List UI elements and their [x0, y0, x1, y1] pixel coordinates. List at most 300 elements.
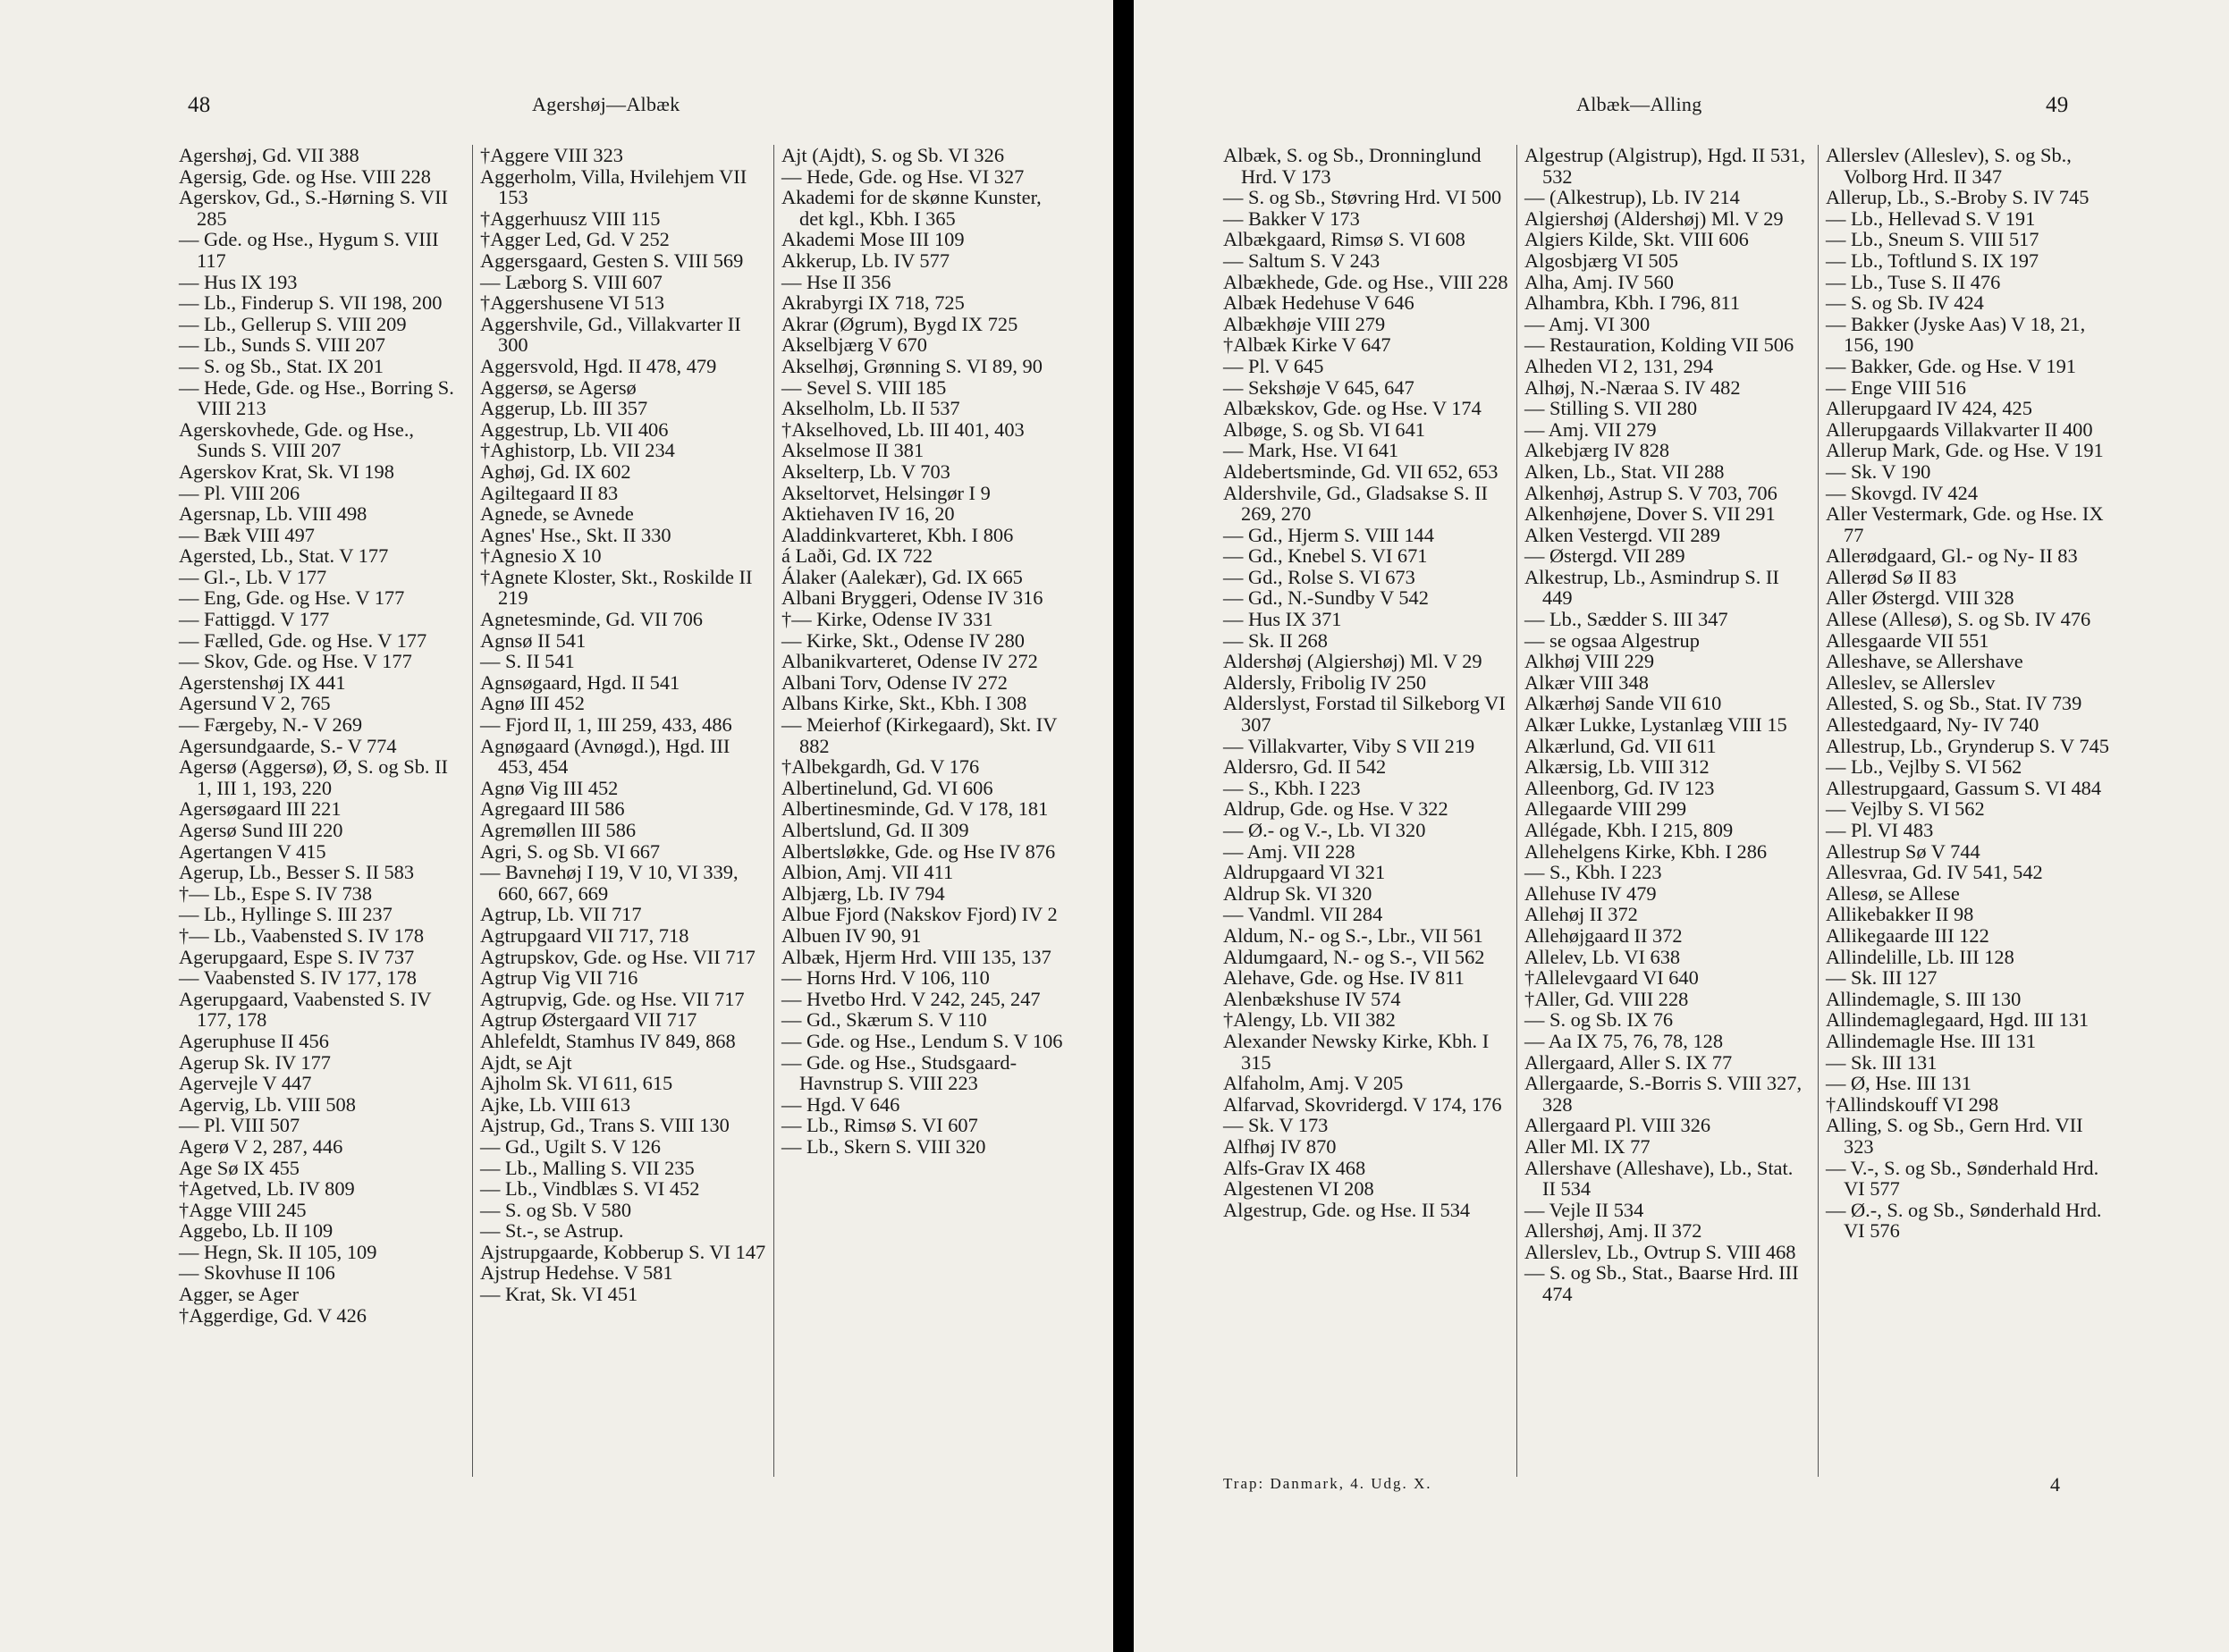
index-entry: Alexander Newsky Kirke, Kbh. I 315 — [1223, 1029, 1490, 1074]
index-entry: Alfaholm, Amj. V 205 — [1223, 1072, 1404, 1095]
index-entry: †Agnete Kloster, Skt., Roskilde II 219 — [480, 565, 753, 610]
index-entry: Allerød Sø II 83 — [1826, 565, 1957, 588]
index-entry: Akselmose II 381 — [781, 439, 925, 462]
index-entry: Albion, Amj. VII 411 — [781, 861, 954, 884]
index-entry: Albertsløkke, Gde. og Hse IV 876 — [781, 839, 1056, 863]
index-entry: Akkerup, Lb. IV 577 — [781, 249, 950, 272]
index-entry: Allehøjgaard II 372 — [1524, 923, 1683, 947]
index-entry: Allerupgaard IV 424, 425 — [1826, 397, 2032, 420]
index-entry: — Skovgd. IV 424 — [1826, 481, 1979, 504]
index-entry: — V.-, S. og Sb., Sønderhald Hrd. VI 577 — [1826, 1156, 2099, 1201]
index-entry: Allerupgaards Villakvarter II 400 — [1826, 417, 2093, 441]
index-entry: Akselholm, Lb. II 537 — [781, 397, 960, 420]
index-entry: — se ogsaa Algestrup — [1524, 628, 1700, 652]
index-entry: — Lb., Skern S. VIII 320 — [781, 1134, 986, 1158]
index-entry: Agnede, se Avnede — [480, 502, 634, 526]
index-entry: Alling, S. og Sb., Gern Hrd. VII 323 — [1826, 1114, 2083, 1158]
index-entry: Agerskov, Gd., S.-Hørning S. VII 285 — [179, 186, 449, 230]
index-entry: Aldum, N.- og S.-, Lbr., VII 561 — [1223, 923, 1483, 947]
index-entry: — Bavnehøj I 19, V 10, VI 339, 660, 667, 669 — [480, 861, 739, 905]
index-entry: Aldebertsminde, Gd. VII 652, 653 — [1223, 459, 1499, 483]
column-rule — [1818, 145, 1819, 1477]
index-entry: Alenbækshuse IV 574 — [1223, 987, 1401, 1010]
index-column — [480, 145, 766, 1477]
index-entry: — Bakker, Gde. og Hse. V 191 — [1826, 354, 2076, 377]
index-entry: Alhambra, Kbh. I 796, 811 — [1524, 291, 1741, 315]
index-entry: Agnsø II 541 — [480, 628, 587, 652]
index-entry: †Albekgardh, Gd. V 176 — [781, 755, 980, 779]
index-entry: — Ø.- og V.-, Lb. VI 320 — [1223, 819, 1426, 841]
index-entry: Aldershøj (Algiershøj) Ml. V 29 — [1223, 650, 1482, 673]
index-entry: Aldrup, Gde. og Hse. V 322 — [1223, 797, 1448, 821]
index-entry: †Alengy, Lb. VII 382 — [1223, 1008, 1396, 1032]
index-entry: — Hse II 356 — [781, 270, 891, 293]
index-entry: — Sk. III 127 — [1826, 966, 1938, 990]
index-entry: Allergaard Pl. VIII 326 — [1524, 1114, 1711, 1137]
index-entry: †— Kirke, Odense IV 331 — [781, 608, 993, 631]
index-entry: Alleslev, se Allerslev — [1826, 670, 1996, 694]
index-entry: Agremøllen III 586 — [480, 819, 637, 841]
index-entry: Agerskovhede, Gde. og Hse., Sunds S. VIII 207 — [179, 417, 415, 462]
index-entry: Allégade, Kbh. I 215, 809 — [1524, 819, 1734, 841]
index-entry: — St.-, se Astrup. — [480, 1219, 624, 1243]
index-entry: — Fælled, Gde. og Hse. V 177 — [179, 628, 427, 652]
index-entry: Alkær Lukke, Lystanlæg VIII 15 — [1524, 713, 1787, 737]
index-entry: — Lb., Malling S. VII 235 — [480, 1156, 695, 1179]
index-entry: — Amj. VI 300 — [1524, 312, 1651, 335]
index-entry: — Gd., Hjerm S. VIII 144 — [1223, 523, 1434, 546]
index-entry: — Restauration, Kolding VII 506 — [1524, 333, 1794, 357]
index-entry: Ahlefeldt, Stamhus IV 849, 868 — [480, 1029, 736, 1052]
index-entry: Agtrupgaard VII 717, 718 — [480, 923, 689, 947]
index-columns — [1223, 145, 2112, 1477]
index-entry: Aldumgaard, N.- og S.-, VII 562 — [1223, 945, 1485, 968]
index-column — [1524, 145, 1811, 1477]
index-entry: Alkebjærg IV 828 — [1524, 439, 1670, 462]
index-entry: †Agge VIII 245 — [179, 1198, 307, 1221]
right-page — [1134, 0, 2229, 1652]
index-entry: Aggersø, se Agersø — [480, 375, 637, 399]
index-entry: — Gd., Knebel S. VI 671 — [1223, 544, 1428, 568]
index-entry: — S. II 541 — [480, 650, 575, 673]
index-entry: Agersig, Gde. og Hse. VIII 228 — [179, 164, 431, 188]
index-entry: — Vandml. VII 284 — [1223, 903, 1383, 926]
index-entry: †Aghistorp, Lb. VII 234 — [480, 439, 675, 462]
index-entry: Aggestrup, Lb. VII 406 — [480, 417, 669, 441]
index-column — [781, 145, 1068, 1477]
index-entry: Agersø Sund III 220 — [179, 819, 343, 841]
index-entry: Agri, S. og Sb. VI 667 — [480, 839, 661, 863]
index-entry: Alhøj, N.-Næraa S. IV 482 — [1524, 375, 1741, 399]
index-entry: Allerup Mark, Gde. og Hse. V 191 — [1826, 439, 2104, 462]
index-entry: †Aggere VIII 323 — [480, 144, 624, 166]
index-entry: Agnes' Hse., Skt. II 330 — [480, 523, 671, 546]
index-entry: Aggersgaard, Gesten S. VIII 569 — [480, 249, 744, 272]
index-entry: Allindemaglegaard, Hgd. III 131 — [1826, 1008, 2090, 1032]
index-entry: — Vaabensted S. IV 177, 178 — [179, 966, 417, 990]
index-entry: — Pl. VI 483 — [1826, 819, 1934, 841]
page-number: 48 — [188, 93, 211, 117]
index-entry: Aggerholm, Villa, Hvilehjem VII 153 — [480, 164, 747, 209]
index-entry: Akselbjærg V 670 — [781, 333, 927, 357]
index-entry: Alkhøj VIII 229 — [1524, 650, 1655, 673]
index-entry: Alken Vestergd. VII 289 — [1524, 523, 1720, 546]
running-head: Agershøj—Albæk — [532, 93, 680, 115]
index-entry: — Hgd. V 646 — [781, 1092, 900, 1116]
index-entry: Ajstrup Hedehse. V 581 — [480, 1261, 673, 1285]
column-rule — [472, 145, 473, 1477]
index-entry: Alheden VI 2, 131, 294 — [1524, 354, 1714, 377]
index-entry: Akselhøj, Grønning S. VI 89, 90 — [781, 354, 1043, 377]
index-entry: — S. og Sb., Støvring Hrd. VI 500 — [1223, 186, 1502, 209]
index-entry: Allerødgaard, Gl.- og Ny- II 83 — [1826, 544, 2078, 568]
index-entry: — Saltum S. V 243 — [1223, 249, 1380, 272]
index-entry: Alfs-Grav IX 468 — [1223, 1156, 1366, 1179]
index-entry: — Amj. VII 279 — [1524, 417, 1657, 441]
index-entry: — Færgeby, N.- V 269 — [179, 713, 363, 737]
index-entry: — Sk. III 131 — [1826, 1050, 1938, 1074]
index-entry: — Meierhof (Kirkegaard), Skt. IV 882 — [781, 713, 1057, 757]
index-entry: Aller Ml. IX 77 — [1524, 1134, 1651, 1158]
index-entry: — Gde. og Hse., Hygum S. VIII 117 — [179, 228, 439, 272]
index-entry: Alleshave, se Allershave — [1826, 650, 2023, 673]
index-entry: Aggershvile, Gd., Villakvarter II 300 — [480, 312, 741, 357]
index-entry: Agtrupvig, Gde. og Hse. VII 717 — [480, 987, 745, 1010]
index-entry: Albækskov, Gde. og Hse. V 174 — [1223, 397, 1482, 420]
signature-mark: 4 — [2050, 1473, 2060, 1496]
index-entry: — Aa IX 75, 76, 78, 128 — [1524, 1029, 1724, 1052]
index-entry: — S. og Sb., Stat., Baarse Hrd. III 474 — [1524, 1261, 1799, 1306]
index-entry: — Gd., Rolse S. VI 673 — [1223, 565, 1415, 588]
index-entry: Akrabyrgi IX 718, 725 — [781, 291, 965, 315]
index-entry: — Lb., Finderup S. VII 198, 200 — [179, 291, 443, 315]
index-entry: — Skov, Gde. og Hse. V 177 — [179, 650, 412, 673]
index-entry: Albanikvarteret, Odense IV 272 — [781, 650, 1038, 673]
index-entry: Allershave (Alleshave), Lb., Stat. II 534 — [1524, 1156, 1794, 1201]
index-entry: Algosbjærg VI 505 — [1524, 249, 1679, 272]
index-entry: Allestrupgaard, Gassum S. VI 484 — [1826, 776, 2102, 799]
index-entry: Agnsøgaard, Hgd. II 541 — [480, 670, 680, 694]
index-entry: — S., Kbh. I 223 — [1223, 776, 1361, 799]
index-entry: Aldersro, Gd. II 542 — [1223, 755, 1387, 779]
index-entry: — Gde. og Hse., Lendum S. V 106 — [781, 1029, 1063, 1052]
index-entry: Aldershvile, Gd., Gladsakse S. II 269, 270 — [1223, 481, 1488, 526]
index-entry: Allestrup Sø V 744 — [1826, 839, 1980, 863]
index-entry: — Gl.-, Lb. V 177 — [179, 565, 327, 588]
index-entry: — Lb., Tuse S. II 476 — [1826, 270, 2001, 293]
index-entry: Ajholm Sk. VI 611, 615 — [480, 1072, 673, 1095]
index-column — [1223, 145, 1509, 1477]
index-entry: Aggerup, Lb. III 357 — [480, 397, 648, 420]
index-entry: Alderslyst, Forstad til Silkeborg VI 307 — [1223, 692, 1506, 737]
index-entry: — Ø.-, S. og Sb., Sønderhald Hrd. VI 576 — [1826, 1198, 2102, 1243]
index-entry: Akademi for de skønne Kunster, det kgl., Kbh. I 365 — [781, 186, 1042, 230]
index-entry: Allergaard, Aller S. IX 77 — [1524, 1050, 1733, 1074]
index-entry: Ajt (Ajdt), S. og Sb. VI 326 — [781, 144, 1005, 166]
index-column — [179, 145, 465, 1477]
index-entry: Agersøgaard III 221 — [179, 797, 342, 821]
index-entry: — Krat, Sk. VI 451 — [480, 1283, 638, 1306]
index-entry: †Albæk Kirke V 647 — [1223, 333, 1391, 357]
index-entry: — S. og Sb. IV 424 — [1826, 291, 1984, 315]
index-entry: Alleenborg, Gd. IV 123 — [1524, 776, 1715, 799]
index-entry: Agersundgaarde, S.- V 774 — [179, 734, 397, 757]
index-entry: †Aggerdige, Gd. V 426 — [179, 1303, 367, 1327]
index-entry: Agerø V 2, 287, 446 — [179, 1134, 343, 1158]
index-entry: Allelev, Lb. VI 638 — [1524, 945, 1681, 968]
index-entry: Alken, Lb., Stat. VII 288 — [1524, 459, 1725, 483]
index-entry: Alkenhøj, Astrup S. V 703, 706 — [1524, 481, 1777, 504]
index-entry: — Bakker V 173 — [1223, 206, 1360, 230]
index-entry: Alfarvad, Skovridergd. V 174, 176 — [1223, 1092, 1502, 1116]
index-entry: Agerupgaard, Vaabensted S. IV 177, 178 — [179, 987, 432, 1032]
index-entry: — Hegn, Sk. II 105, 109 — [179, 1240, 377, 1263]
index-entry: — Villakvarter, Viby S VII 219 — [1223, 734, 1475, 757]
left-page — [0, 0, 1113, 1652]
index-entry: — Vejlby S. VI 562 — [1826, 797, 1985, 821]
index-entry: Allergaarde, S.-Borris S. VIII 327, 328 — [1524, 1072, 1803, 1116]
index-entry: Agerskov Krat, Sk. VI 198 — [179, 459, 394, 483]
index-entry: Albertinesminde, Gd. V 178, 181 — [781, 797, 1049, 821]
index-entry: — Gd., Ugilt S. V 126 — [480, 1134, 661, 1158]
index-entry: — Enge VIII 516 — [1826, 375, 1966, 399]
index-entry: Agersund V 2, 765 — [179, 692, 331, 715]
index-entry: Albertslund, Gd. II 309 — [781, 819, 969, 841]
index-entry: — Horns Hrd. V 106, 110 — [781, 966, 990, 990]
index-entry: — Hus IX 371 — [1223, 608, 1342, 631]
index-entry: Alkenhøjene, Dover S. VII 291 — [1524, 502, 1776, 526]
index-entry: — Pl. V 645 — [1223, 354, 1324, 377]
index-entry: — Ø, Hse. III 131 — [1826, 1072, 1971, 1095]
index-entry: †Akselhoved, Lb. III 401, 403 — [781, 417, 1025, 441]
index-entry: Agnø Vig III 452 — [480, 776, 619, 799]
index-entry: Albækhøje VIII 279 — [1223, 312, 1386, 335]
index-entry: — Hvetbo Hrd. V 242, 245, 247 — [781, 987, 1041, 1010]
index-entry: Albertinelund, Gd. VI 606 — [781, 776, 993, 799]
index-entry: — Lb., Toftlund S. IX 197 — [1826, 249, 2039, 272]
index-entry: †Aggerhuusz VIII 115 — [480, 206, 661, 230]
index-entry: Albæk Hedehuse V 646 — [1223, 291, 1414, 315]
index-entry: Akselterp, Lb. V 703 — [781, 459, 950, 483]
index-entry: Agnetesminde, Gd. VII 706 — [480, 608, 703, 631]
index-entry: Agnøgaard (Avnøgd.), Hgd. III 453, 454 — [480, 734, 730, 779]
index-column — [1826, 145, 2112, 1477]
index-entry: Aldrup Sk. VI 320 — [1223, 881, 1372, 905]
index-entry: Alkærsig, Lb. VIII 312 — [1524, 755, 1710, 779]
index-entry: — Gde. og Hse., Studsgaard-Havnstrup S. VIII 223 — [781, 1050, 1017, 1095]
index-entry: Allindemagle, S. III 130 — [1826, 987, 2022, 1010]
column-rule — [1516, 145, 1517, 1477]
index-entry: — Stilling S. VII 280 — [1524, 397, 1698, 420]
index-entry: Allikegaarde III 122 — [1826, 923, 1989, 947]
index-entry: Alkærhøj Sande VII 610 — [1524, 692, 1722, 715]
index-entry: Allehelgens Kirke, Kbh. I 286 — [1524, 839, 1768, 863]
index-entry: Allese (Allesø), S. og Sb. IV 476 — [1826, 608, 2091, 631]
index-entry: Allerslev (Alleslev), S. og Sb., Volborg Hrd. II 347 — [1826, 144, 2072, 188]
index-entry: †— Lb., Espe S. IV 738 — [179, 881, 373, 905]
index-entry: Alehave, Gde. og Hse. IV 811 — [1223, 966, 1465, 990]
index-entry: Agerstenshøj IX 441 — [179, 670, 346, 694]
index-entry: Allegaarde VIII 299 — [1524, 797, 1687, 821]
index-entry: — Lb., Sneum S. VIII 517 — [1826, 228, 2039, 251]
index-entry: Aghøj, Gd. IX 602 — [480, 459, 631, 483]
index-entry: — Fattiggd. V 177 — [179, 608, 330, 631]
index-entry: Aldersly, Fribolig IV 250 — [1223, 670, 1427, 694]
index-entry: Alkær VIII 348 — [1524, 670, 1649, 694]
footer-imprint: Trap: Danmark, 4. Udg. X. — [1223, 1475, 1432, 1492]
index-entry: — Lb., Vindblæs S. VI 452 — [480, 1177, 700, 1201]
index-entry: Albani Torv, Odense IV 272 — [781, 670, 1008, 694]
index-entry: Ajke, Lb. VIII 613 — [480, 1092, 631, 1116]
index-entry: Agertangen V 415 — [179, 839, 326, 863]
index-entry: Albæk, S. og Sb., Dronninglund Hrd. V 173 — [1223, 144, 1482, 188]
index-entry: — S. og Sb., Stat. IX 201 — [179, 354, 384, 377]
index-entry: Agerup Sk. IV 177 — [179, 1050, 331, 1074]
index-entry: — Gd., Skærum S. V 110 — [781, 1008, 987, 1032]
index-entry: Agtrup Vig VII 716 — [480, 966, 638, 990]
index-entry: — Bakker (Jyske Aas) V 18, 21, 156, 190 — [1826, 312, 2086, 357]
index-entry: — (Alkestrup), Lb. IV 214 — [1524, 186, 1740, 209]
index-entry: — Lb., Rimsø S. VI 607 — [781, 1114, 978, 1137]
index-entry: Albækgaard, Rimsø S. VI 608 — [1223, 228, 1465, 251]
index-entry: Allerslev, Lb., Ovtrup S. VIII 468 — [1524, 1240, 1796, 1263]
index-entry: — Bæk VIII 497 — [179, 523, 315, 546]
index-entry: — Lb., Sædder S. III 347 — [1524, 608, 1728, 631]
index-entry: Albjærg, Lb. IV 794 — [781, 881, 945, 905]
index-entry: Aller Vestermark, Gde. og Hse. IX 77 — [1826, 502, 2104, 546]
column-rule — [773, 145, 774, 1477]
index-entry: Agervejle V 447 — [179, 1072, 312, 1095]
index-entry: Aggersvold, Hgd. II 478, 479 — [480, 354, 717, 377]
index-entry: Alha, Amj. IV 560 — [1524, 270, 1674, 293]
index-entry: Allesø, se Allese — [1826, 881, 1960, 905]
index-entry: Albani Bryggeri, Odense IV 316 — [781, 586, 1043, 610]
index-entry: Allindemagle Hse. III 131 — [1826, 1029, 2037, 1052]
index-entry: Agtrup, Lb. VII 717 — [480, 903, 642, 926]
index-entry: Algestrup, Gde. og Hse. II 534 — [1223, 1198, 1471, 1221]
index-entry: Alkestrup, Lb., Asmindrup S. II 449 — [1524, 565, 1779, 610]
index-entry: †Allindskouff VI 298 — [1826, 1092, 1999, 1116]
index-entry: Allehuse IV 479 — [1524, 881, 1657, 905]
index-columns — [179, 145, 1068, 1477]
index-entry: Ajstrupgaarde, Kobberup S. VI 147 — [480, 1240, 766, 1263]
index-entry: — Læborg S. VIII 607 — [480, 270, 663, 293]
index-entry: — Amj. VII 228 — [1223, 839, 1355, 863]
index-entry: Agersted, Lb., Stat. V 177 — [179, 544, 389, 568]
index-entry: Aggebo, Lb. II 109 — [179, 1219, 334, 1243]
index-entry: — Østergd. VII 289 — [1524, 544, 1685, 568]
index-entry: Allindelille, Lb. III 128 — [1826, 945, 2014, 968]
page-number: 49 — [2046, 93, 2069, 117]
index-entry: Alkærlund, Gd. VII 611 — [1524, 734, 1717, 757]
index-entry: Age Sø IX 455 — [179, 1156, 300, 1179]
index-entry: Aladdinkvarteret, Kbh. I 806 — [781, 523, 1014, 546]
index-entry: — Pl. VIII 507 — [179, 1114, 300, 1137]
index-entry: — Eng, Gde. og Hse. V 177 — [179, 586, 405, 610]
index-entry: Agersnap, Lb. VIII 498 — [179, 502, 367, 526]
index-entry: Agervig, Lb. VIII 508 — [179, 1092, 356, 1116]
index-entry: — Hede, Gde. og Hse., Borring S. VIII 213 — [179, 375, 454, 420]
index-entry: — Sevel S. VIII 185 — [781, 375, 947, 399]
index-entry: — Fjord II, 1, III 259, 433, 486 — [480, 713, 732, 737]
index-entry: Algiers Kilde, Skt. VIII 606 — [1524, 228, 1749, 251]
index-entry: Agerupgaard, Espe S. IV 737 — [179, 945, 415, 968]
index-entry: Agerup, Lb., Besser S. II 583 — [179, 861, 415, 884]
index-entry: — Sk. II 268 — [1223, 628, 1328, 652]
index-entry: Akseltorvet, Helsingør I 9 — [781, 481, 991, 504]
index-entry: Albæk, Hjerm Hrd. VIII 135, 137 — [781, 945, 1051, 968]
index-entry: Agersø (Aggersø), Ø, S. og Sb. II 1, III 1, 193, 220 — [179, 755, 448, 799]
index-entry: Allikebakker II 98 — [1826, 903, 1974, 926]
index-entry: Allested, S. og Sb., Stat. IV 739 — [1826, 692, 2082, 715]
index-entry: †Aggershusene VI 513 — [480, 291, 665, 315]
index-entry: Algestenen VI 208 — [1223, 1177, 1374, 1201]
index-entry: Allesvraa, Gd. IV 541, 542 — [1826, 861, 2043, 884]
index-entry: Albuen IV 90, 91 — [781, 923, 922, 947]
index-entry: — Lb., Hellevad S. V 191 — [1826, 206, 2036, 230]
index-entry: — Lb., Sunds S. VIII 207 — [179, 333, 385, 357]
index-entry: Agtrupskov, Gde. og Hse. VII 717 — [480, 945, 756, 968]
index-entry: á Laði, Gd. IX 722 — [781, 544, 933, 568]
index-entry: Ajstrup, Gd., Trans S. VIII 130 — [480, 1114, 730, 1137]
index-entry: — Gd., N.-Sundby V 542 — [1223, 586, 1429, 610]
index-entry: Ajdt, se Ajt — [480, 1050, 572, 1074]
index-entry: — Lb., Vejlby S. VI 562 — [1826, 755, 2022, 779]
index-entry: Algestrup (Algistrup), Hgd. II 531, 532 — [1524, 144, 1806, 188]
index-entry: Aktiehaven IV 16, 20 — [781, 502, 955, 526]
index-entry: †Agnesio X 10 — [480, 544, 602, 568]
index-entry: Agnø III 452 — [480, 692, 585, 715]
index-entry: Alfhøj IV 870 — [1223, 1134, 1337, 1158]
index-entry: Agershøj, Gd. VII 388 — [179, 144, 359, 166]
index-entry: †Agetved, Lb. IV 809 — [179, 1177, 355, 1201]
index-entry: Allershøj, Amj. II 372 — [1524, 1219, 1702, 1243]
index-entry: — Kirke, Skt., Odense IV 280 — [781, 628, 1025, 652]
index-entry: — Pl. VIII 206 — [179, 481, 300, 504]
index-entry: Agiltegaard II 83 — [480, 481, 619, 504]
index-entry: Agregaard III 586 — [480, 797, 625, 821]
index-entry: — S. og Sb. V 580 — [480, 1198, 632, 1221]
index-entry: Akrar (Øgrum), Bygd IX 725 — [781, 312, 1018, 335]
index-entry: — Sk. V 173 — [1223, 1114, 1329, 1137]
index-entry: Algiershøj (Aldershøj) Ml. V 29 — [1524, 206, 1784, 230]
index-entry: †Agger Led, Gd. V 252 — [480, 228, 670, 251]
index-entry: — S., Kbh. I 223 — [1524, 861, 1662, 884]
index-entry: Ageruphuse II 456 — [179, 1029, 329, 1052]
index-entry: — Hede, Gde. og Hse. VI 327 — [781, 164, 1025, 188]
index-entry: — Hus IX 193 — [179, 270, 298, 293]
index-entry: Allestrup, Lb., Grynderup S. V 745 — [1826, 734, 2109, 757]
index-entry: Allehøj II 372 — [1524, 903, 1638, 926]
index-entry: Akademi Mose III 109 — [781, 228, 965, 251]
index-entry: Agtrup Østergaard VII 717 — [480, 1008, 697, 1032]
index-entry: — Sekshøje V 645, 647 — [1223, 375, 1414, 399]
index-entry: †— Lb., Vaabensted S. IV 178 — [179, 923, 425, 947]
index-entry: Allerup, Lb., S.-Broby S. IV 745 — [1826, 186, 2090, 209]
index-entry: Agger, se Ager — [179, 1283, 300, 1306]
index-entry: Álaker (Aalekær), Gd. IX 665 — [781, 565, 1023, 588]
index-entry: — S. og Sb. IX 76 — [1524, 1008, 1674, 1032]
index-entry: Allestedgaard, Ny- IV 740 — [1826, 713, 2039, 737]
index-entry: — Lb., Gellerup S. VIII 209 — [179, 312, 407, 335]
index-entry: Albue Fjord (Nakskov Fjord) IV 2 — [781, 903, 1058, 926]
index-entry: Albøge, S. og Sb. VI 641 — [1223, 417, 1425, 441]
index-entry: †Allelevgaard VI 640 — [1524, 966, 1699, 990]
index-entry: — Mark, Hse. VI 641 — [1223, 439, 1399, 462]
index-entry: — Lb., Hyllinge S. III 237 — [179, 903, 393, 926]
index-entry: Albans Kirke, Skt., Kbh. I 308 — [781, 692, 1027, 715]
index-entry: — Skovhuse II 106 — [179, 1261, 335, 1285]
